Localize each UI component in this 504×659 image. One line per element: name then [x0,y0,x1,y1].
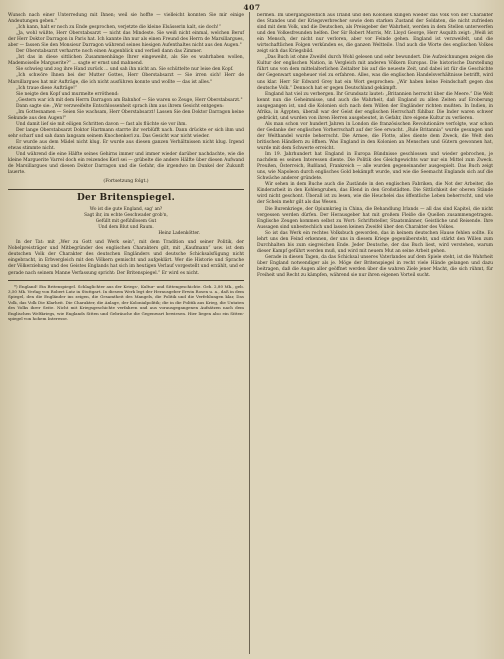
article-paragraph: So ist das Werk ein rechtes Volksbuch geworden, das in keinem deutschen Hause fehlen sollte. Es lehrt uns den Feind erkennen, der uns in diesem Kriege gegenübersteht, und stärkt den Willen zum Durchhalten bis zum siegreichen Ende. Jeder Deutsche, der das Buch liest, wird verstehen, warum dieser Kampf geführt werden muß, und wird mit neuem Mut an seine Arbeit gehen. [257,230,493,254]
section-divider [8,189,244,190]
poem-line: Gefüllt mit gefühllosem Gut [95,218,157,224]
story-paragraph: Dann sagte sie: „Wir verzweifelte Entschlossenheit sprach ihm aus ihrem Gesicht entgegen: [16,103,224,109]
story-paragraph: Sie schwieg und zog ihre Hand zurück ... und sah ihn nicht an. Sie schüttelte nur leise den Kopf. [16,67,234,73]
story-paragraph: Der lange Oberstabsarzt Doktor Hartmann starrte ihr verblüfft nach. Dann drückte er sich ihm und sehr scharf und sah dann langsam seinem Knochenkerl zu. Das Gesicht war nicht wieder. [8,127,244,139]
footnote-paragraph: *) England! Ein Britenspiegel. Schlaglichter aus der Kriegs-, Kultur- und Sittengeschichte. Geh. 2,80 Mk., geb. 3,50 Mk. Verlag von Robert Lutz in Stuttgart. In diesem Werk legt der Herausgeber Erwin Rosen u. a., daß in dem Spiegel, den die Engländer ins zeigen, die Gesamtheit des Mangels, die Politik und die Verfehlungen klar, Das Volk, das Volk Die Klarheit. Die Charakter, die Anlage, der Kolonialpolitik; die in die Politik aus Krieg, die Untaten des Volks ihrer Seite. Nicht mit Kriegsgeschichte verfahren und aus vorausgegangenen Aufsätzen nach dem Englischen Weltkriegs, wie Englands Sitten und Gebräuche die Gegenwart bewiesen. Hier liegen also ein Sitten-spiegel von hohem Interesse. [8,283,244,322]
left-column [8,13,244,322]
footnote-divider [8,280,244,281]
story-paragraph: Sie neigte den Kopf und murmelte erröthend: [16,91,119,97]
footnote [8,284,244,322]
continued-notice: (Fortsetzung folgt.) [103,179,149,185]
article-paragraph: Wir sehen in dem Buche auch die Zustände in den englischen Fabriken, die Not der Arbeiter, die Kinderarbeit in den Kohlengruben, das Elend in den Großstädten. Die Sittlichkeit der oberen Stände wird nicht geschont. Überall ist zu lesen, wie die Heuchelei das öffentliche Leben beherrscht, und wie der Schein mehr gilt als das Wesen. [257,182,493,206]
poem-line: Wo ist die gute England, sag' an? [89,207,163,213]
story-paragraph: Er wurde aus dem Mädel nicht klug. Er wurde aus diesen ganzen Verhältnissen nicht klug. Irgend etwas stimmte nicht. [8,139,244,152]
article-paragraph: England hat viel zu verbergen. Ihr Grundsatz lautet: „Britannien herrscht über die Meere.“ Die Welt kennt nun die Geheimnisse, und auch die Wahrheit, daß England zu allen Zeiten auf Eroberung ausgegangen ist, und die Kolonien sich nach dem Willen der Engländer richten mußten. In Indien, in Afrika, in Ägypten, überall war der Geist der englischen Herrschaft fühlbar. Die Inder waren schwer gedrückt, und wurden von ihren Herren ausgebeutet, in Gefahr, ihre eigene Kultur zu verlieren. [257,91,493,121]
article-paragraph: Die Burenkriege, der Opiumkrieg in China, die Behandlung Irlands — all das sind Kapitel, die nicht vergessen werden dürfen. Der Herausgeber hat mit großem Fleiße die Quellen zusammengetragen. Englische Zeugen kommen selbst zu Wort: Schriftsteller, Staatsmänner, Geistliche und Reisende. Ihre Aussagen sind unbestechlich und lassen keinen Zweifel über den Charakter des Volkes. [257,206,493,230]
right-column [257,13,493,653]
story-paragraph: „Gestern war ich mit dem Herrn Darragon am Bahnhof — Sie waren so Zeuge, Herr Oberstabsarzt." [16,97,243,103]
section-heading: Der Britenspiegel. [76,193,176,204]
page-number: 407 [243,3,261,12]
story-paragraph: Wunsch nach einer Unterredung mit Ihnen; weil sie hoffte — vielleicht konnten Sie mir einige Andeutungen geben." [8,13,244,25]
article-paragraph: Gerade in diesen Tagen, da das Schicksal unseres Vaterlandes auf dem Spiele steht, ist die Wahrheit über England notwendiger als je. Möge der Britenspiegel in recht viele Hände gelangen und dazu beitragen, daß die Augen aller geöffnet werden über die wahren Ziele jener Macht, die sich rühmt, für Freiheit und Recht zu kämpfen, während sie nur ihren eigenen Vorteil sucht. [257,254,493,279]
story-paragraph: Und während die eine Hälfte seines Gehirns immer und immer wieder darüber nachdachte, wie die kleine Marguerite Varrel doch ein reizendes Kerl sei — grübelte die andere Hälfte über diesen Aufwand de Marsillargues und diesen Doktor Darragon und die Gefahr, die irgendwo im Dunkel der Zukunft lauerte. [8,152,244,176]
story-paragraph: „Ja, wohl wüßte, Herr Oberstabsarzt — nicht das Mindeste. Sie weiß nicht einmal, welchen Beruf der Herr Doktor Darragon in Paris hat. Ich kannte ihn nur als einen Freund des Herrn de Marsillargues, aber — fassen Sie den Monsieur Darragon während seines hiesigen Aufenthaltes nicht aus den Augen." [8,31,244,49]
article-paragraph: bermen. Im übergangszeitlich aus Irland und den Kolonien klingen wieder das Volk von der Charakter des Standes und der Kriegsverbrecher sowie dem starken Zustand der Soldaten, die nicht zufrieden sind mit dem Volk, und die Deutschen, als Preisgeber der Wahrheit, werden in dem Stellen unterwerfen und den Volkesfreunden helfen. Der Sir Robert Morris, Mr. Lloyd George, Herr Asquith zeigt: „Weiß ist ein Mensch, der nicht nur verloren, aber vor Feinde gehen. England ist verzweifelt, und die wirtschaftlichen Folgen verkünden es, die ganzen Weltteile. Und auch die Worte des englischen Volkes zeigt sich das Kriegsbild. [257,13,493,55]
column-divider [249,12,250,654]
poem-line: Sagt ihr, im echte Geschwader grob'n, [84,213,168,219]
story-paragraph: „Im Gottesnamen — Seien Sie wachsam, Herr Oberstabsarzt! Lassen Sie den Doktor Darragon keine Sekunde aus den Augen!" [8,109,244,121]
story-paragraph: „Ich traue diese Aufträge!“ [16,85,78,91]
essay-text [8,240,244,276]
story-paragraph: „Ist das in diese sittlichen Zusammenhänge Ihrer eingeweiht, als Sie es wahrhaben wollen, Mademoiselle Marguerite?“ ... sagte er ernst und mahnend. [8,55,244,67]
serial-story [8,13,244,176]
article-paragraph: „Das Buch ist ohne Zweifel durch Wohl gelesen und sehr bewundert. Die Aufzeichnungen zeigen die Kultur der englischen Nation, in Vergleich mit anderen Völkern Europas. Die historische Darstellung führt uns von dem mittelalterlichen Zeitalter bis auf die neueste Zeit, und dabei ist für die Geschichte der Gegenwart ungeheuer viel zu erfahren. Alles, was die englischen Handelsverhältnisse betrifft, wird uns klar. Herr Sir Edward Grey hat ein Wort gesprochen: „Wir haben keine Feindschaft gegen das deutsche Volk.“ Dennoch hat er gegen Deutschland gekämpft. [257,55,493,91]
epigraph-poem [8,207,244,236]
story-paragraph: „Ich schwöre Ihnen bei der Mutter Gottes, Herr Oberstabsarzt — Sie irren sich! Herr de Marsillargues hat mir Aufträge, die ich nicht ausführen konnte und wollte — das ist alles." [8,73,244,85]
essay-paragraph: In der Tat: mit „Wer zu Gott und Werk sein“, mit dem Tradition und seiner Politik, der Nobelpreisträger und Mitbegründer des englischen Charakters gilt, mit „Kaufmann“ usw. ist dem deutschen Volk der Charakter des deutschen Engländers und deutsche Schicksalsfügung nicht eingebracht, in Erbvergleich mit den Völkern gemischt und aufgeklärt. Wer die Historie und Sprache der Völkerziehung und des Geistes Englands hat sich im heutigen Verlauf vorgestellt und erzählt, und er gerade nach seinem Manne Verfassung spricht: Der Britenspiegel.“ Er wird es nicht. [8,240,244,276]
story-paragraph: „Ich kann, halt er noch zu Ende gesprochen, verjetzte die kleine Elsässerin kalt, sie doch!“ [16,25,221,31]
poem-author: Heinz Ladenkötter. [158,230,200,236]
story-paragraph: Und damit lief sie mit eiligen Schritten davon — fast als flüchte sie vor ihm. [16,121,187,127]
story-paragraph: Der Oberstabsarzt verharrte noch einen Augenblick und verließ dann das Zimmer. [16,49,203,55]
poem-line: Und dem Blut und Raum. [98,224,154,230]
article-paragraph: Als man schon vor hundert Jahren in London die französischen Revolutionäre verfolgte, war schon der Gedanke der englischen Vorherrschaft auf der See erwacht. „Rule Britannia“ wurde gesungen und der Welthandel wurde beherrscht. Die Armee, die Flotte, alles diente dem Zweck, die Welt den britischen Händlern zu öffnen. Was England in den Kolonien an Menschen und Gütern gewonnen hat, wurde mit dem Schwerte erreicht. [257,121,493,152]
article-paragraph: Im 19. Jahrhundert hat England in Europa Bündnisse geschlossen und wieder gebrochen, je nachdem es seinen Interessen diente. Die Politik des Gleichgewichts war nur ein Mittel zum Zweck. Preußen, Österreich, Rußland, Frankreich — alle wurden gegeneinander ausgespielt. Das Buch zeigt uns, wie Napoleon durch englisches Gold bekämpft wurde, und wie die Seemacht Englands sich auf die Schwäche anderer gründete. [257,152,493,182]
